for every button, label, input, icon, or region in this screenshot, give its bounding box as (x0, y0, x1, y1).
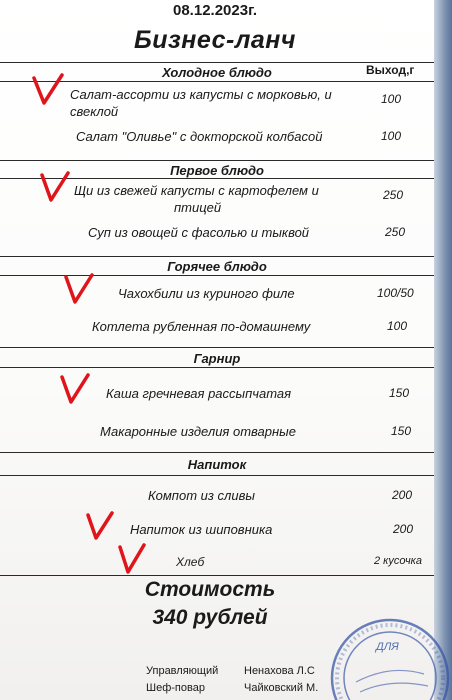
divider (0, 452, 434, 453)
menu-item-qty: 200 (393, 522, 414, 536)
round-seal-stamp (326, 608, 452, 700)
menu-item (92, 318, 310, 335)
menu-item (118, 285, 295, 302)
yield-column-header: Выход,г (366, 63, 415, 77)
menu-item (76, 128, 322, 145)
menu-item-name: Компот из сливы (148, 488, 255, 503)
menu-item (130, 521, 272, 538)
menu-item-name: Чахохбили из куриного филе (118, 286, 295, 301)
menu-item-name: Макаронные изделия отварные (100, 424, 296, 439)
menu-item-qty: 150 (389, 386, 410, 400)
menu-item-qty: 200 (392, 488, 413, 502)
divider (0, 347, 434, 348)
menu-item (70, 86, 332, 120)
menu-item-qty: 250 (385, 225, 406, 239)
check-mark-icon (58, 372, 92, 406)
menu-item (74, 182, 319, 216)
blue-folder-edge (434, 0, 452, 700)
menu-item-name: Щи из свежей капусты с картофелем и (74, 183, 319, 198)
check-mark-icon (38, 170, 72, 204)
check-mark-icon (116, 542, 148, 576)
check-mark-icon (30, 72, 66, 108)
menu-item-name: Салат "Оливье" с докторской колбасой (76, 129, 323, 144)
menu-item (148, 487, 255, 504)
manager-role: Управляющий (146, 665, 219, 677)
divider (0, 367, 434, 368)
section-title-hot: Горячее блюдо (167, 259, 267, 274)
chef-name: Чайковский М. (244, 682, 319, 694)
chef-role: Шеф-повар (146, 682, 205, 694)
manager-name: Ненахова Л.С (244, 665, 315, 677)
menu-item-name: Салат-ассорти из капусты с морковью, и (70, 87, 332, 102)
menu-item (106, 385, 291, 402)
menu-date: 08.12.2023г. (173, 2, 257, 19)
stamp-text: ДЛЯ (376, 641, 399, 653)
divider (0, 256, 434, 257)
check-mark-icon (62, 272, 96, 306)
menu-item-qty: 100 (381, 92, 402, 106)
menu-item-qty: 150 (391, 424, 412, 438)
cost-label: Стоимость (144, 578, 276, 601)
cost-price: 340 рублей (152, 606, 268, 629)
divider (0, 575, 434, 576)
section-title-first: Первое блюдо (170, 163, 264, 178)
menu-item-qty: 250 (383, 188, 404, 202)
menu-item-qty: 100/50 (377, 286, 414, 300)
section-title-garnish: Гарнир (193, 351, 241, 366)
menu-item-name: Хлеб (176, 555, 205, 569)
menu-title: Бизнес-ланч (134, 26, 296, 54)
menu-item-qty: 100 (381, 129, 402, 143)
menu-item (88, 224, 309, 241)
menu-item-qty: 100 (387, 319, 408, 333)
menu-item-name: Напиток из шиповника (130, 522, 273, 537)
section-title-drink: Напиток (187, 457, 247, 472)
menu-item-name: Суп из овощей с фасолью и тыквой (88, 225, 310, 240)
section-title-cold: Холодное блюдо (162, 65, 272, 80)
menu-item-name: Котлета рубленная по-домашнему (92, 319, 311, 334)
menu-item (100, 423, 296, 440)
divider (0, 475, 434, 476)
menu-item (176, 554, 204, 571)
menu-item-name-cont: свеклой (70, 104, 119, 119)
menu-item-name-cont: птицей (174, 200, 222, 215)
menu-item-qty: 2 кусочка (374, 555, 422, 567)
divider (0, 160, 434, 161)
check-mark-icon (84, 510, 116, 542)
menu-item-name: Каша гречневая рассыпчатая (106, 386, 292, 401)
